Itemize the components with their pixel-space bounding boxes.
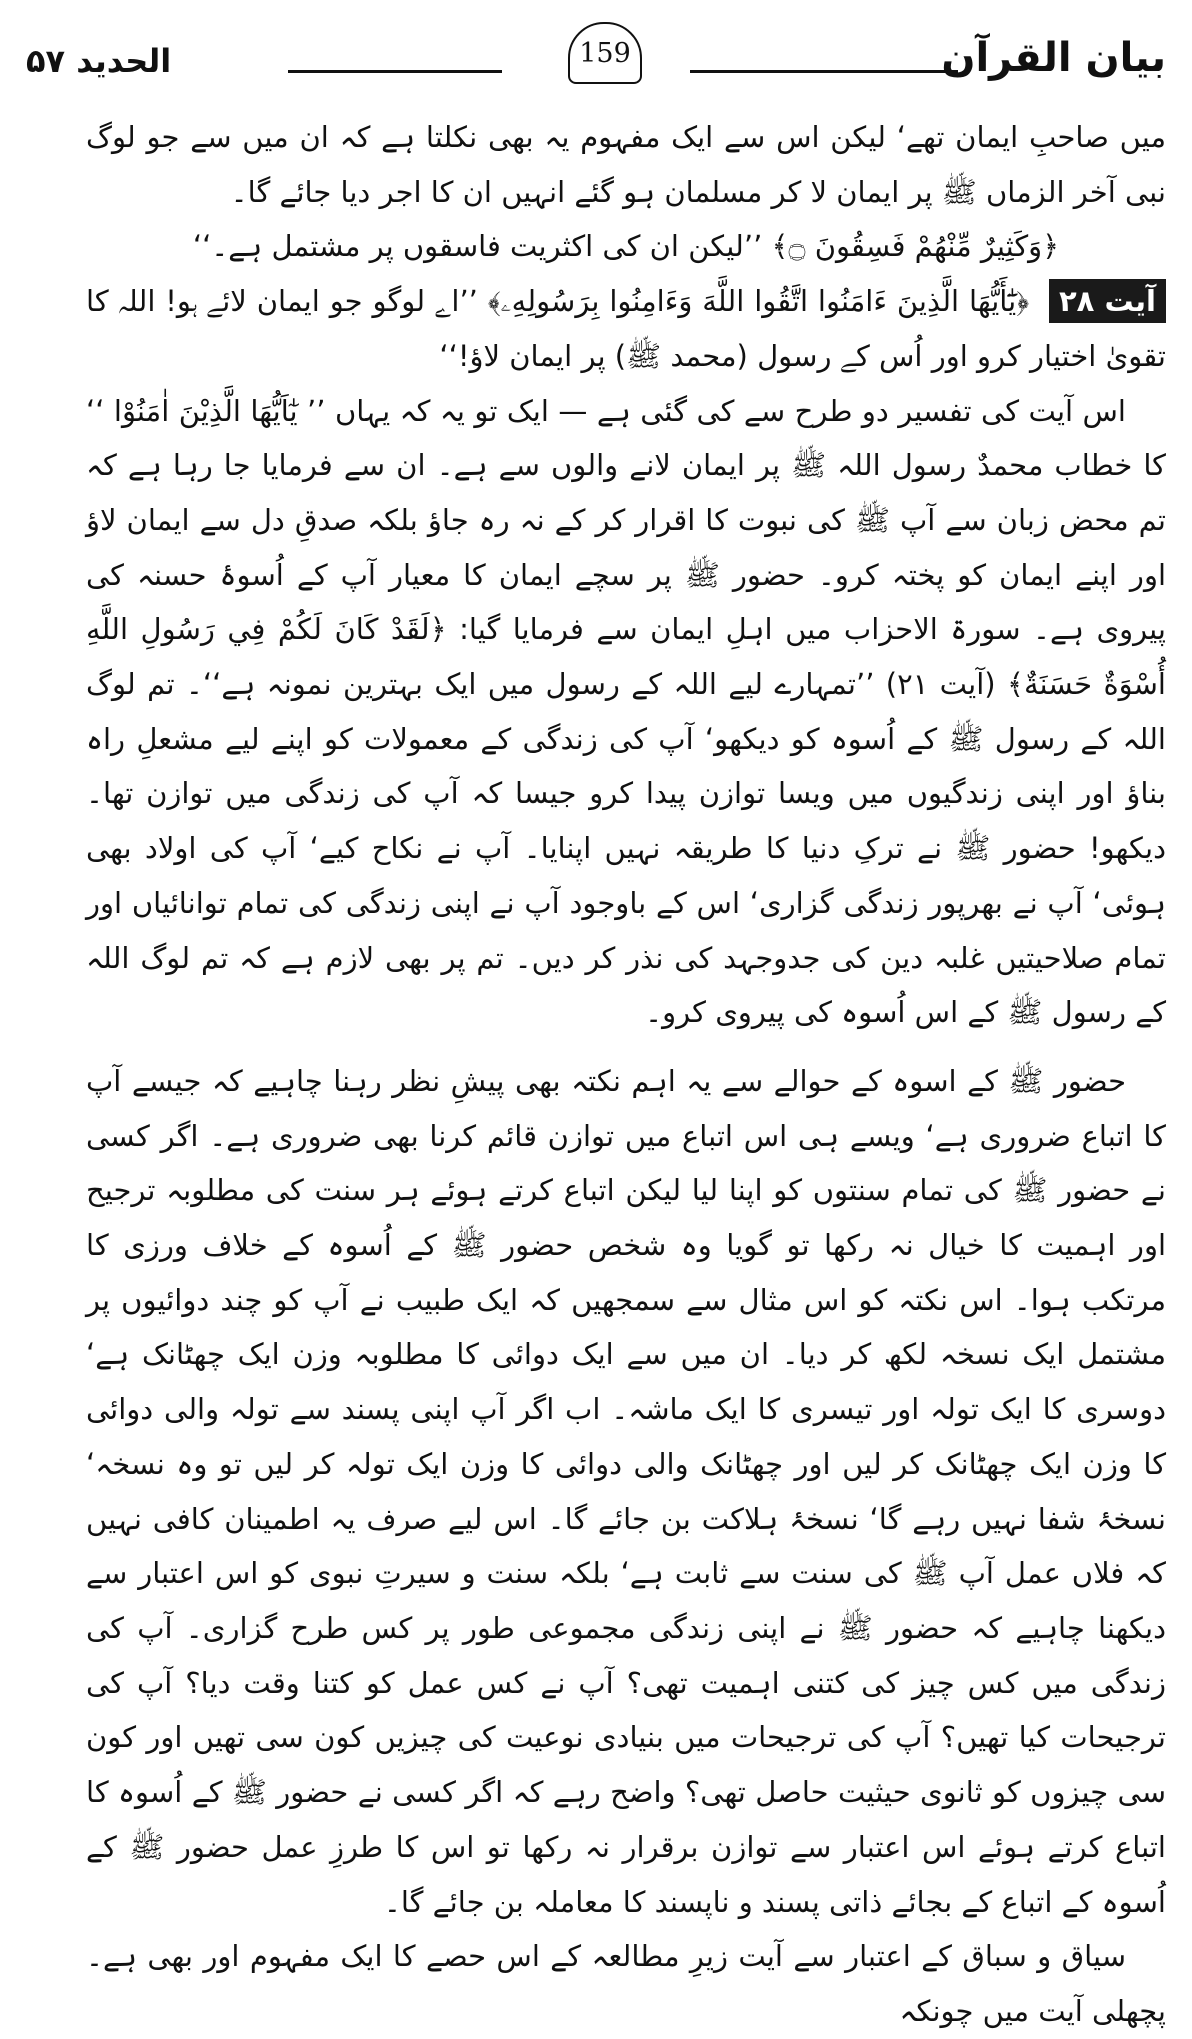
header-rule-right [690,70,958,73]
verse-27-translation: ’’لیکن ان کی اکثریت فاسقوں پر مشتمل ہے۔‘‘ [192,229,763,264]
verse-27-arabic: ﴿وَكَثِيرٌ مِّنْهُمْ فَسِقُونَ ۝﴾ [771,229,1060,264]
commentary-paragraph-2: حضور ﷺ کے اسوہ کے حوالے سے یہ اہم نکتہ بھی پیشِ نظر رہنا چاہیے کہ جیسے آپ کا اتباع ضروری ہے‘ ویسے ہی اس اتباع میں توازن قائم کرنا بھی ضروری ہے۔ اگر کسی نے حضور ﷺ کی تمام سنتوں کو اپنا لیا لیکن اتباع کرتے ہوئے ہر سنت کی مطلوبہ ترجیح اور اہمیت کا خیال نہ رکھا تو گویا وہ شخص حضور ﷺ کے اُسوہ کے خلاف ورزی کا مرتکب ہوا۔ اس نکتہ کو اس مثال سے سمجھیں کہ ایک طبیب نے آپ کو چند دوائیوں پر مشتمل ایک نسخہ لکھ کر دیا۔ ان میں سے ایک دوائی کا مطلوبہ وزن ایک چھٹانک ہے‘ دوسری کا ایک تولہ اور تیسری کا ایک ماشہ۔ اب اگر آپ اپنی پسند سے تولہ والی دوائی کا وزن ایک چھٹانک کر لیں اور چھٹانک والی دوائی کا وزن ایک تولہ کر لیں تو وہ نسخہ‘ نسخۂ شفا نہیں رہے گا‘ نسخۂ ہلاکت بن جائے گا۔ اس لیے صرف یہ اطمینان کافی نہیں کہ فلاں عمل آپ ﷺ کی سنت سے ثابت ہے‘ بلکہ سنت و سیرتِ نبوی کو اس اعتبار سے دیکھنا چاہیے کہ حضور ﷺ نے اپنی زندگی مجموعی طور پر کس طرح گزاری۔ آپ کی زندگی میں کس چیز کی کتنی اہمیت تھی؟ آپ نے کس عمل کو کتنا وقت دیا؟ آپ کی ترجیحات کیا تھیں؟ آپ کی ترجیحات میں بنیادی نوعیت کی چیزیں کون سی تھیں اور کون سی چیزوں کو ثانوی حیثیت حاصل تھی؟ واضح رہے کہ اگر کسی نے حضور ﷺ کے اُسوہ کا اتباع کرتے ہوئے اس اعتبار سے توازن برقرار نہ رکھا تو اس کا طرزِ عمل حضور ﷺ کے اُسوہ کے اتباع کے بجائے ذاتی پسند و ناپسند کا معاملہ بن جائے گا۔ [86,1063,1166,1919]
page-body [86,110,1166,2028]
verse-28-arabic: ﴿يَٰٓأَيُّهَا الَّذِينَ ءَامَنُوا اتَّقُوا اللَّهَ وَءَامِنُوا بِرَسُولِهِۦ﴾ [487,284,1030,319]
verse-28-block [86,274,1166,383]
verse-27-block [86,219,1166,274]
verse-28-translation: ’’اے لوگو جو ایمان لائے ہو! اللہ کا تقویٰ اختیار کرو اور اُس کے رسول (محمد ﷺ) پر ایمان لاؤ!‘‘ [86,284,1166,373]
commentary-paragraph-3: سیاق و سباق کے اعتبار سے آیت زیرِ مطالعہ کے اس حصے کا ایک مفہوم اور بھی ہے۔ پچھلی آیت میں چونکہ [86,1939,1166,2028]
header-rule-left [288,70,502,73]
page-header [26,22,1166,92]
book-title: بیان القرآن [941,35,1166,81]
ayah-number-badge: آیت ۲۸ [1049,279,1166,323]
paragraph-continuation: میں صاحبِ ایمان تھے‘ لیکن اس سے ایک مفہوم یہ بھی نکلتا ہے کہ ان میں سے جو لوگ نبی آخر الزماں ﷺ پر ایمان لا کر مسلمان ہو گئے انہیں ان کا اجر دیا جائے گا۔ [86,120,1166,209]
commentary-paragraph-1: اس آیت کی تفسیر دو طرح سے کی گئی ہے — ایک تو یہ کہ یہاں ’’ يٰٓاَيُّهَا الَّذِيْنَ اٰمَنُوْا ‘‘ کا خطاب محمدٌ رسول اللہ ﷺ پر ایمان لانے والوں سے ہے۔ ان سے فرمایا جا رہا ہے کہ تم محض زبان سے آپ ﷺ کی نبوت کا اقرار کر کے نہ رہ جاؤ بلکہ صدقِ دل سے ایمان لاؤ اور اپنے ایمان کو پختہ کرو۔ حضور ﷺ پر سچے ایمان کا معیار آپ کے اُسوۂ حسنہ کی پیروی ہے۔ سورۃ الاحزاب میں اہلِ ایمان سے فرمایا گیا: ﴿لَقَدْ كَانَ لَكُمْ فِي رَسُولِ اللَّهِ أُسْوَةٌ حَسَنَةٌ﴾ (آیت ۲۱) ’’تمہارے لیے اللہ کے رسول میں ایک بہترین نمونہ ہے‘‘۔ تم لوگ اللہ کے رسول ﷺ کے اُسوہ کو دیکھو‘ آپ کی زندگی کے معمولات کو اپنے لیے مشعلِ راہ بناؤ اور اپنی زندگیوں میں ویسا توازن پیدا کرو جیسا کہ آپ کی زندگی میں توازن تھا۔ دیکھو! حضور ﷺ نے ترکِ دنیا کا طریقہ نہیں اپنایا۔ آپ نے نکاح کیے‘ آپ کی اولاد بھی ہوئی‘ آپ نے بھرپور زندگی گزاری‘ اس کے باوجود آپ نے اپنی زندگی کی تمام توانائیاں اور تمام صلاحیتیں غلبہ دین کی جدوجہد کی نذر کر دیں۔ تم پر بھی لازم ہے کہ تم لوگ اللہ کے رسول ﷺ کے اس اُسوہ کی پیروی کرو۔ [86,393,1166,1030]
page-number: 159 [568,22,642,84]
surah-label: الحدید ۵۷ [26,42,172,80]
